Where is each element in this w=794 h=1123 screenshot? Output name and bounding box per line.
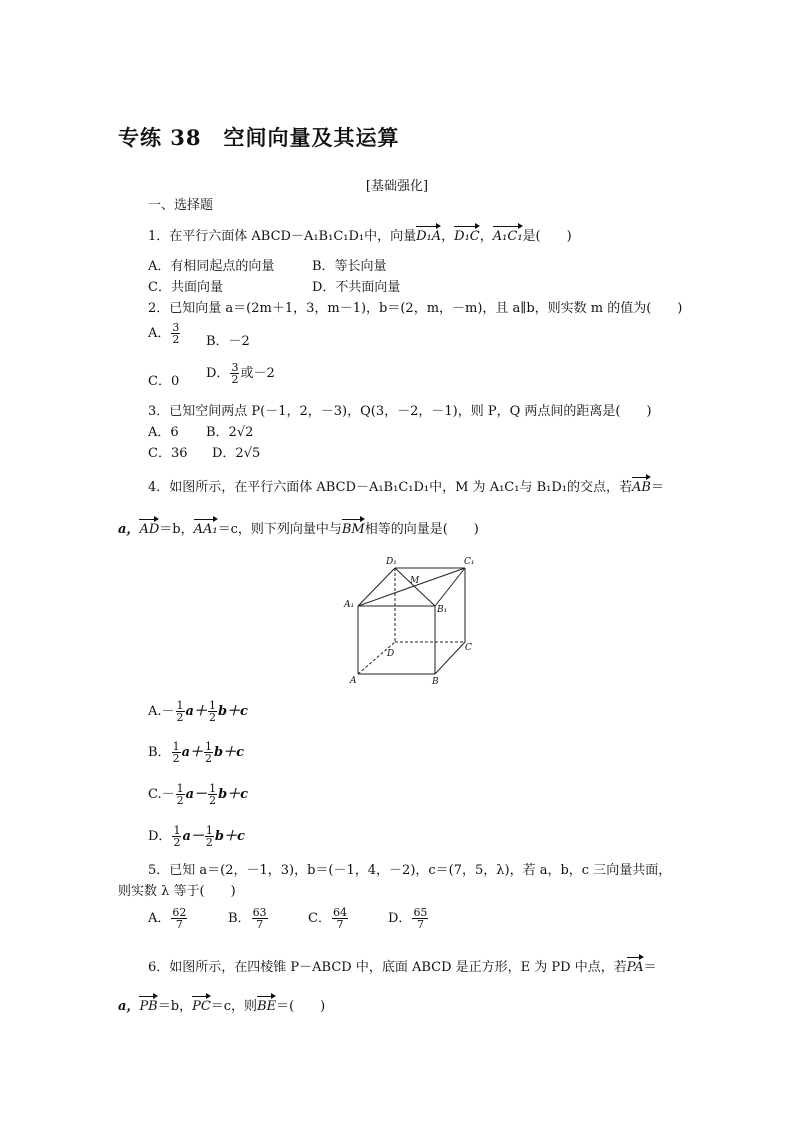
- vector-pa: PA: [626, 960, 644, 975]
- q1-option-a: A．有相同起点的向量: [148, 259, 275, 274]
- part-label: 一、选择题: [148, 198, 214, 213]
- q2-option-c: C．0: [148, 374, 180, 389]
- q5-option-a: A． $\frac{62}{7}$: [148, 906, 187, 931]
- vector-a1c1: A₁C₁: [492, 229, 523, 244]
- page-title: 专练 38 空间向量及其运算: [118, 125, 400, 150]
- vector-d1c: D₁C: [454, 229, 480, 244]
- label-b1: B₁: [437, 605, 448, 615]
- question-2-stem: 2．已知向量 a＝(2m＋1，3，m－1)，b＝(2，m，－m)，且 a∥b，则实数 m 的值为( ): [148, 301, 683, 316]
- q2-option-d: D． $\frac{3}{2}$ 或－2: [206, 361, 275, 386]
- question-5-stem-line1: 5．已知 a＝(2，－1，3)，b＝(－1，4，－2)，c＝(7，5，λ)，若 a，b，c 三向量共面，: [148, 863, 672, 878]
- vector-pb: PB: [139, 999, 158, 1014]
- vector-ad: AD: [139, 522, 160, 537]
- fraction: $\frac{3}{2}$: [172, 321, 180, 346]
- question-4-stem-line1: 4．如图所示，在平行六面体 ABCD－A₁B₁C₁D₁中，M 为 A₁C₁与 B₁D₁的交点，若AB＝: [148, 480, 664, 495]
- q5-option-c: C． $\frac{64}{7}$: [308, 906, 347, 931]
- q1-option-c: C．共面向量: [148, 280, 223, 295]
- vector-d1a: D₁A: [416, 229, 442, 244]
- vector-ab: AB: [631, 480, 651, 495]
- q4-option-c: C.－ $\frac{1}{2}$ a－ $\frac{1}{2}$ b＋c: [148, 782, 249, 807]
- q3-option-c: C．36: [148, 446, 188, 461]
- vector-aa1: AA₁: [193, 522, 218, 537]
- q3-option-b: B．2√2: [206, 425, 254, 440]
- q4-option-a: A.－ $\frac{1}{2}$ a＋ $\frac{1}{2}$ b＋c: [148, 699, 248, 724]
- label-c1: C₁: [464, 557, 475, 567]
- q4-option-b: B． $\frac{1}{2}$ a＋ $\frac{1}{2}$ b＋c: [148, 740, 245, 765]
- q2-option-a: A． $\frac{3}{2}$: [148, 321, 180, 346]
- question-4-stem-line2: a，AD＝b，AA₁＝c，则下列向量中与BM相等的向量是( ): [118, 522, 479, 537]
- q1-option-d: D．不共面向量: [312, 280, 401, 295]
- parallelepiped-figure: [340, 552, 480, 688]
- q3-option-a: A．6: [148, 425, 179, 440]
- vector-bm: BM: [341, 522, 365, 537]
- section-heading: [基础强化]: [365, 179, 429, 194]
- q1-option-b: B．等长向量: [312, 259, 387, 274]
- question-6-stem-line2: a，PB＝b，PC＝c，则BE＝( ): [118, 999, 326, 1014]
- question-5-stem-line2: 则实数 λ 等于( ): [118, 884, 236, 899]
- q5-option-d: D． $\frac{65}{7}$: [388, 906, 428, 931]
- fraction: $\frac{3}{2}$: [231, 361, 239, 386]
- vector-pc: PC: [192, 999, 211, 1014]
- q2-option-b: B．－2: [206, 334, 250, 349]
- q5-option-b: B． $\frac{63}{7}$: [228, 906, 267, 931]
- label-d: D: [387, 649, 395, 659]
- label-a: A: [350, 676, 357, 686]
- vector-be: BE: [257, 999, 277, 1014]
- label-a1: A₁: [344, 600, 355, 610]
- q4-option-d: D． $\frac{1}{2}$ a－ $\frac{1}{2}$ b＋c: [148, 824, 245, 849]
- label-b: B: [432, 677, 439, 687]
- label-c: C: [465, 643, 472, 653]
- question-3-stem: 3．已知空间两点 P(－1，2，－3)，Q(3，－2，－1)，则 P，Q 两点间的距离是( ): [148, 404, 652, 419]
- question-1-stem: 1．在平行六面体 ABCD－A₁B₁C₁D₁中，向量D₁A，D₁C，A₁C₁是( ): [148, 229, 572, 244]
- question-6-stem-line1: 6．如图所示，在四棱锥 P－ABCD 中，底面 ABCD 是正方形，E 为 PD 中点，若PA＝: [148, 960, 657, 975]
- label-d1: D₁: [386, 557, 397, 567]
- q3-option-d: D．2√5: [212, 446, 261, 461]
- label-m: M: [410, 576, 420, 586]
